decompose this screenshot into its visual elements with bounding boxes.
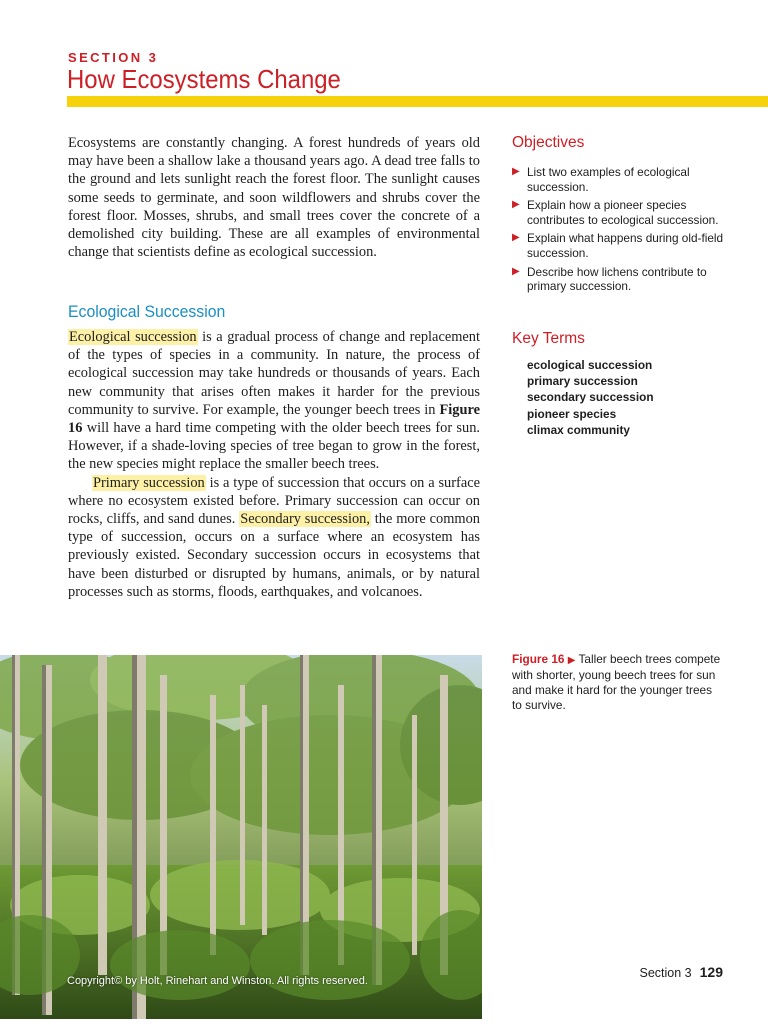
page-footer <box>640 964 723 980</box>
objective-text: Explain what happens during old-field succession. <box>527 231 724 260</box>
paragraph-ecological-succession <box>68 328 480 474</box>
subsection-heading: Ecological Succession <box>68 302 226 321</box>
key-term: secondary succession <box>527 390 654 405</box>
copyright-notice: Copyright© by Holt, Rinehart and Winston. All rights reserved. <box>67 975 368 987</box>
objective-text: Describe how lichens contribute to primary succession. <box>527 264 707 294</box>
key-term: climax community <box>527 422 630 437</box>
key-term: pioneer species <box>527 406 617 421</box>
paragraph-text: is a type of succession that occurs on a surface where no ecosystem existed before. Primary succession can occur on rocks, cliffs, and sand dunes. <box>68 474 480 528</box>
triangle-bullet-icon: ▶ <box>512 265 520 277</box>
arrow-icon: ▶ <box>567 655 576 666</box>
page-title: How Ecosystems Change <box>67 64 341 94</box>
intro-paragraph: Ecosystems are constantly changing. A forest hundreds of years old may have been a shallow lake a thousand years ago. A dead tree falls to the ground and lets sunlight reach the forest floor. The sunlight causes some seeds to germinate, and soon wildflowers and shrubs cover the forest floor. Mosses, shrubs, and small trees cover the concrete of a demolished city building. These are all examples of environmental change that scientists define as ecological succession. <box>68 135 480 261</box>
paragraph-text: is a gradual process of change and replacement of the types of species in a community. In nature, the process of ecological succession may take hundreds or thousands of years. Each new community that arises often makes it harder for the previous community to survive. For example, the younger beech trees in <box>68 329 480 418</box>
triangle-bullet-icon: ▶ <box>512 166 520 177</box>
title-rule <box>67 96 768 107</box>
subsection-body <box>68 328 480 601</box>
footer-section: Section 3 <box>639 966 692 980</box>
key-term: primary succession <box>527 374 638 389</box>
page-number: 129 <box>699 964 723 980</box>
figure-reference: Figure 16 <box>68 401 480 437</box>
beech-forest-photo <box>0 655 482 1019</box>
term-secondary-succession: Secondary succession, <box>240 511 370 528</box>
objectives-heading: Objectives <box>512 134 585 151</box>
figure-caption <box>512 652 724 713</box>
paragraph-primary-secondary <box>68 474 480 601</box>
triangle-bullet-icon: ▶ <box>512 199 520 211</box>
triangle-bullet-icon: ▶ <box>512 232 520 244</box>
objective-item <box>512 231 732 260</box>
objective-text: Explain how a pioneer species contributes to ecological succession. <box>527 198 719 227</box>
key-terms-list <box>527 357 654 438</box>
key-term: ecological succession <box>527 358 653 372</box>
section-label: SECTION 3 <box>68 50 159 65</box>
paragraph-text: the more common type of succession, occurs on a surface where an ecosystem has previously existed. Secondary succession occurs in ecosystems that have been disturbed or disrupted by humans, animals, or by natural processes such as storms, floods, earthquakes, and volcanoes. <box>68 511 480 600</box>
objective-item <box>512 198 732 227</box>
objective-item <box>512 165 732 194</box>
key-terms-heading: Key Terms <box>512 330 585 347</box>
objective-text: List two examples of ecological succession. <box>527 165 690 194</box>
caption-text: Taller beech trees compete with shorter, young beech trees for sun and make it hard for the younger trees to survive. <box>512 652 721 712</box>
objective-item <box>512 265 732 294</box>
objectives-list <box>512 165 732 298</box>
figure-label: Figure 16 <box>512 652 565 666</box>
term-ecological-succession: Ecological succession <box>69 329 197 345</box>
paragraph-text: will have a hard time competing with the older beech trees for sun. However, if a shade-loving species of tree began to grow in the forest, the new species might replace the smaller beech trees. <box>68 420 480 473</box>
term-primary-succession: Primary succession <box>93 474 205 491</box>
